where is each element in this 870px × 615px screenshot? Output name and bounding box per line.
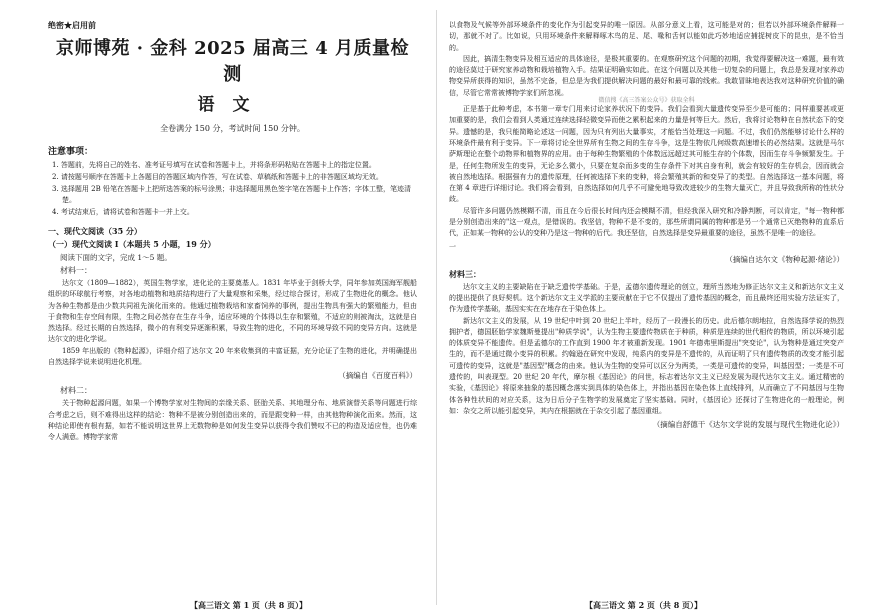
right-page xyxy=(435,0,870,615)
material-paragraph: 新达尔文主义的发展，从 19 世纪中叶到 20 世纪上半叶，经历了一段漫长的历史。此后德尔朗地拉，自然选择学说的热烈拥护者，德国胚胎学家魏斯曼提出"种质学说"，认为生物主要遗传物质在于种质，种质是连续的世代相传的物质，所以环境引起的体质变异不能遗传。但是孟德尔的工作直到 1900 年才被重新发现。1901 年德弗里斯提出"突变论"，认为物种是通过突变产生的，而不是通过微小变异的积累。约翰逊在研究中发现，纯系内的变异是不遗传的，从而证明了只有遗传物质的改变才能引起可遗传的变异，这就是"基因型"概念的由来。他认为生物的变异可以区分为两类，一类是可遗传的变异，叫基因型；一类是不可遗传的，叫表现型。20 世纪 20 年代，摩尔根《基因论》的问世，标志着达尔文主义已经发展为现代达尔文主义。通过精密的实验，《基因论》将原来抽象的基因概念落实到具体的染色体上，并指出基因在染色体上直线排列，从而确立了不同基因与生物体各种性状间的对应关系，这为日后分子生物学的发展奠定了坚实基础。同时，《基因论》还探讨了生物进化的一般理论，例如：杂交之所以能引起变异，其内在根据就在于杂交引起了基因重组。 xyxy=(449,316,844,415)
score-note: 全卷满分 150 分，考试时间 150 分钟。 xyxy=(160,124,305,133)
note-item: 3. 选择题用 2B 铅笔在答题卡上把所选答案的标号涂黑；非选择题用黑色签字笔在答题卡上作答；字体工整，笔迹清楚。 xyxy=(52,185,411,204)
material-paragraph: 正是基于此种考虑，本书第一章专门用来讨论家养状况下的变异。我们会看到大量遗传变异至少是可能的；同样重要甚或更加重要的是，我们会看到人类通过连续选择轻微变异而使之累积起来的力量是何等巨大。然后，我将讨论物种在自然状态下的变异。遗憾的是，我只能简略论述这一问题，因为只有列出大量事实，才能恰当处理这一问题。不过，我们仍然能够讨论什么样的环境条件最有利于变异。下一章将讨论全世界所有生物之间的生存斗争，这是生物依几何级数高速增长的必然结果。这就是马尔萨斯理论在整个动物界和植物界的应用。由于每种生物繁殖的个体数远远超过其可能生存的个体数，因而生存斗争频繁发生。于是，任何生物所发生的变异，无论多么微小，只要在复杂而多变的生存条件下对其自身有利，就会有较好的生存机会，因而就会被自然地选择。根据强有力的遗传原理，任何被选择下来的变种，将会繁殖其新的和变异了的类型。自然选择这一基本问题，将在第 4 章进行详细讨论。我们将会看到，自然选择如何几乎不可避免地导致改进较少的生物大量灭亡，并且导致我所称的性状分歧。 xyxy=(449,105,844,204)
subject-title: 语文 xyxy=(197,95,268,115)
material-paragraph: 达尔文（1809—1882），英国生物学家，进化论的主要奠基人。1831 年毕业于剑桥大学，同年参加英国海军舰船组织的环球航行考察，对各地动植物和地质结构进行了大量观察和采集，经过综合探讨，形成了生物进化的概念。他认为各种生物都是由少数共同祖先演化而来的。他通过植物栽培和家畜饲养的事例，提出生物具有强大的繁殖能力，但由于食物和生存空间有限，生物之间必然存在生存斗争，适应环境的个体得以生存和繁殖，不适应的则被淘汰，这就是自然选择。经过长期的自然选择，微小的有利变异逐渐积累，导致生物的进化，不同的环境导致不同的变异方向。这就是达尔文的进化学说。 xyxy=(48,279,417,344)
page-footer: 【高三语文 第 1 页（共 8 页）】 xyxy=(190,600,308,610)
exam-title: 京师博苑 · 金科 2025 届高三 4 月质量检测 xyxy=(56,38,409,85)
notes-title: 注意事项： xyxy=(48,147,94,157)
material-paragraph: 1859 年出版的《物种起源》，详细介绍了达尔文 20 年来收集到的丰富证据，充分论证了生物的进化，并明确提出自然选择学说来说明进化机理。 xyxy=(48,346,417,367)
section-title: 一、现代文阅读（35 分） xyxy=(48,226,142,236)
note-item: 1. 答题前，先将自己的姓名、准考证号填写在试卷和答题卡上，并将条形码粘贴在答题卡上的指定位置。 xyxy=(52,161,376,169)
material-source: （摘编自《百度百科》） xyxy=(338,371,417,381)
material-paragraph: 尽管许多问题仍然模糊不清，而且在今后很长时间内还会模糊不清，但经我深入研究和冷静判断，可以肯定，"每一物种都是分别创造出来的"这一观点，是错误的。我坚信，物种不是不变的，那些所谓同属的物种都是另一个通常已灭绝物种的直系后代，正如某一物种的公认的变种乃是这一物种的后代。我还坚信，自然选择是变异最重要的途径，虽然不是唯一的途径。 xyxy=(449,206,844,238)
material-source: （摘编自舒德干《达尔文学说的发展与现代生物进化论》） xyxy=(652,420,844,430)
material-paragraph: 达尔文主义的主要缺陷在于缺乏遗传学基础。于是，孟德尔遗传理论的创立，理所当然地为修正达尔文主义和新达尔文主义的提出提供了良好契机。这个新达尔文主义学派的主要贡献在于它不仅提出了遗传基因的概念，而且最终还用实验方法证实了，作为遗传学基础，基因实实在在地存在于染色体上。 xyxy=(449,282,844,314)
note-item: 2. 请按题号顺序在答题卡上各题目的答题区域内作答，写在试卷、草稿纸和答题卡上的非答题区域均无效。 xyxy=(52,173,383,181)
dash-mark: 一 xyxy=(449,242,456,251)
material-source: （摘编自达尔文《物种起源·绪论》） xyxy=(725,254,844,264)
note-item: 4. 考试结束后，请将试卷和答题卡一并上交。 xyxy=(52,208,194,216)
reading-instruction: 阅读下面的文字，完成 1～5 题。 xyxy=(60,253,172,262)
subsection-title: （一）现代文阅读 Ⅰ（本题共 5 小题，19 分） xyxy=(48,239,216,249)
secret-label: 绝密★启用前 xyxy=(48,20,96,30)
material-paragraph: 以食物及气候等外部环境条件的变化作为引起变异的唯一原因。从部分意义上看，这可能是对的；但若以外部环境条件解释一切，那就不对了。比如说，只用环境条件来解释啄木鸟的足、尾、喙和舌何以能如此巧妙地适应捕捉树皮下的昆虫，是不恰当的。 xyxy=(449,21,844,52)
page-footer: 【高三语文 第 2 页（共 8 页）】 xyxy=(585,600,703,610)
material-paragraph: 关于物种起源问题，如果一个博物学家对生物间的亲缘关系、胚胎关系、其地理分布、地质演替关系等问题进行综合考虑之后，则不难得出这样的结论：物种不是被分别创造出来的，而是跟变种一样，由其他物种演化而来。然而，这种结论即使有根有据，如若不能说明这世界上无数物种是如何发生变异以获得令我们赞叹不已的构造及适应性，也仍难令人满意。博物学家常 xyxy=(48,399,417,442)
material-paragraph: 因此，搞清生物变异及相互适应的具体途径，是极其重要的。在观察研究这个问题的初期，我觉得要解决这一难题，最有效的途径莫过于研究家养动物和栽培植物入手。结果证明确实如此。在这个问题以及其他一切复杂的问题上，我总是发现对家养动物变异所获得的知识，虽然不完备，但总是为我们提供解决问题的最好和最可靠的线索。我敢冒昧地表达我对这种研究价值的确信，尽管它常常被博物学家们所忽视。 xyxy=(449,54,844,97)
material-two-label: 材料二： xyxy=(60,386,92,396)
material-one-label: 材料一： xyxy=(60,266,92,275)
watermark-text: 微信搜《高三答案公众号》获取全科 xyxy=(598,97,695,105)
material-three-label: 材料三： xyxy=(449,268,481,279)
